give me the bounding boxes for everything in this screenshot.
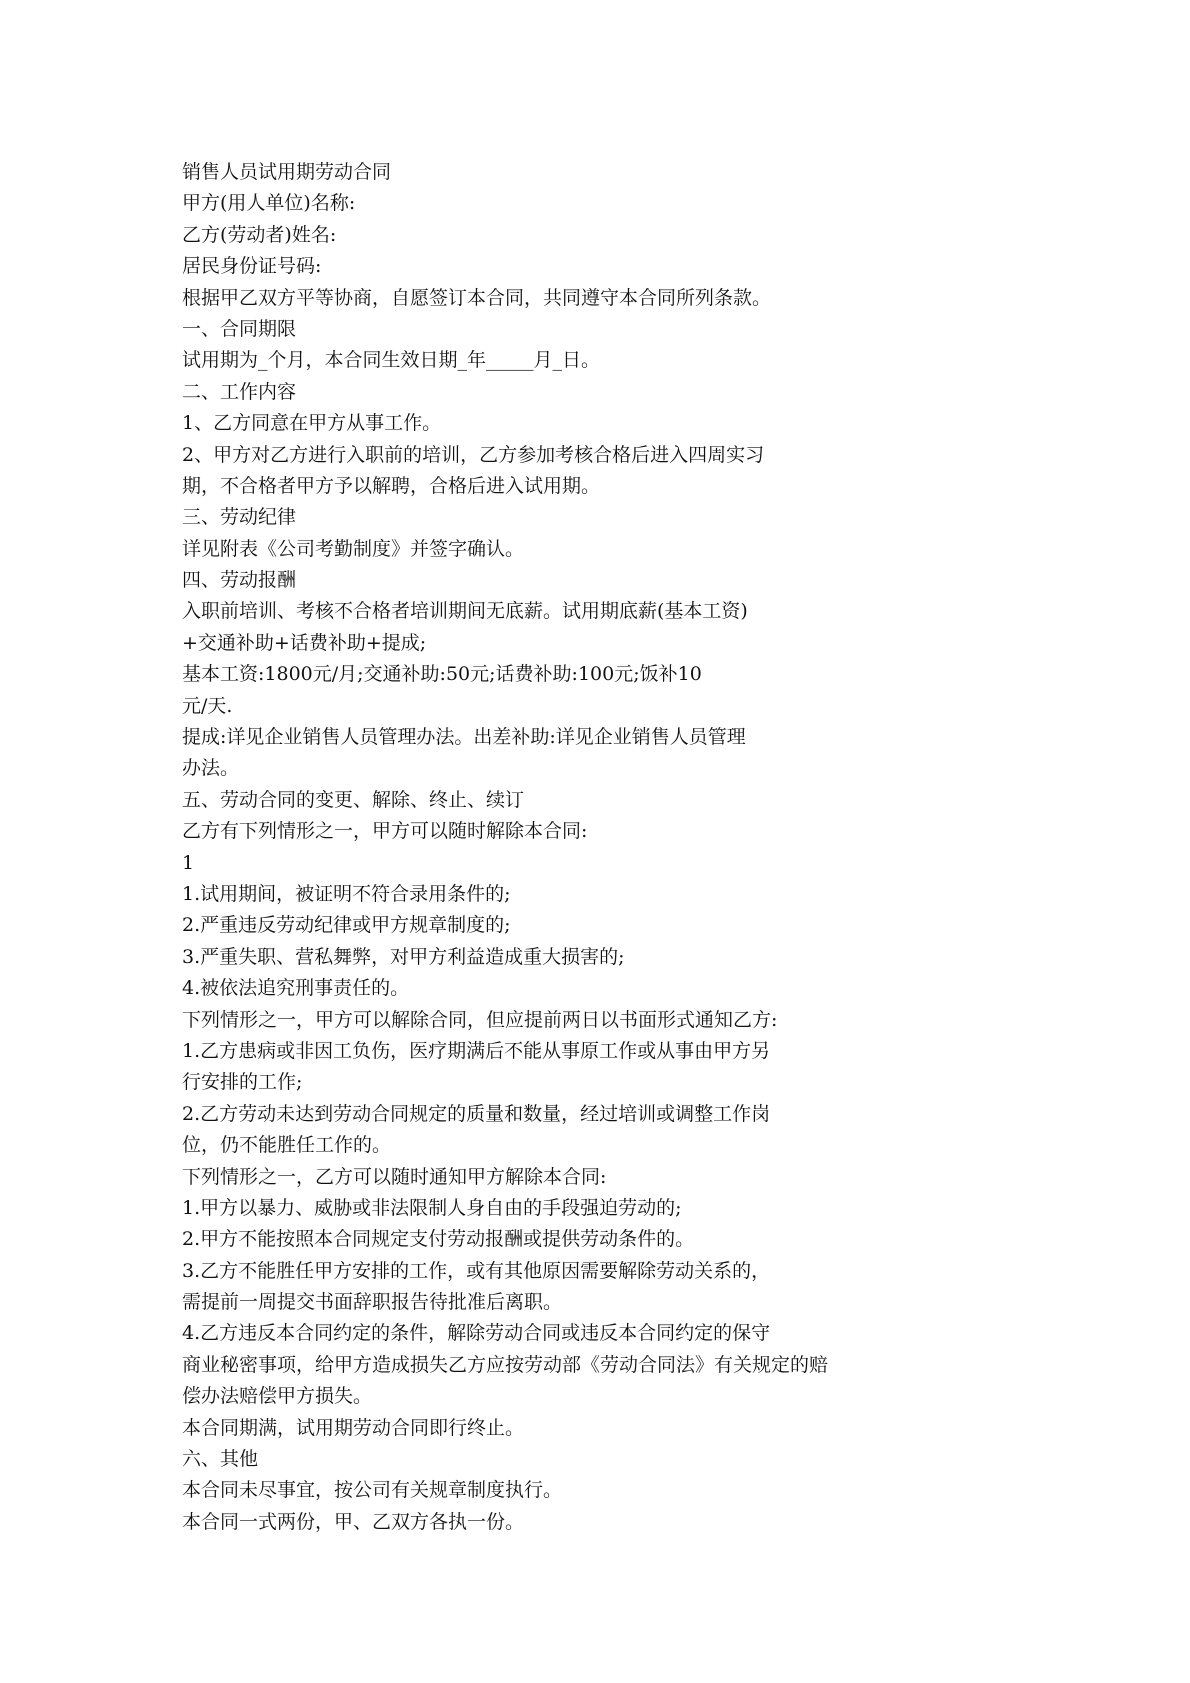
page-number-marker: 1 [182,851,195,874]
text-line: 1.试用期间，被证明不符合录用条件的; [182,882,511,905]
text-line: 3.严重失职、营私舞弊，对甲方利益造成重大损害的; [182,945,625,968]
document-body [182,157,942,1538]
text-line: 行安排的工作; [182,1071,303,1094]
text-line: 4.乙方违反本合同约定的条件，解除劳动合同或违反本合同约定的保守 [182,1322,771,1345]
text-line: 元/天. [182,694,233,717]
text-line: 需提前一周提交书面辞职报告待批准后离职。 [182,1291,563,1314]
text-line: 乙方有下列情形之一，甲方可以随时解除本合同: [182,820,588,843]
text-line: 位，仍不能胜任工作的。 [182,1134,392,1157]
party-b-name-line: 乙方(劳动者)姓名: [182,223,337,246]
text-line: 偿办法赔偿甲方损失。 [182,1385,373,1408]
text-line: 1.甲方以暴力、威胁或非法限制人身自由的手段强迫劳动的; [182,1196,682,1219]
text-line: 本合同未尽事宜，按公司有关规章制度执行。 [182,1479,563,1502]
preamble-line: 根据甲乙双方平等协商，自愿签订本合同，共同遵守本合同所列条款。 [182,286,772,309]
text-line: 2.乙方劳动未达到劳动合同规定的质量和数量，经过培训或调整工作岗 [182,1102,771,1125]
text-line: 提成:详见企业销售人员管理办法。出差补助:详见企业销售人员管理 [182,726,746,749]
section-heading: 六、其他 [182,1448,259,1471]
text-line: 2.严重违反劳动纪律或甲方规章制度的; [182,914,511,937]
text-line: 本合同一式两份，甲、乙双方各执一份。 [182,1510,525,1533]
text-line: 2、甲方对乙方进行入职前的培训，乙方参加考核合格后进入四周实习 [182,443,765,466]
text-line: 2.甲方不能按照本合同规定支付劳动报酬或提供劳动条件的。 [182,1228,695,1251]
text-line: 下列情形之一，甲方可以解除合同，但应提前两日以书面形式通知乙方: [182,1008,778,1031]
text-line: 1、乙方同意在甲方从事工作。 [182,412,442,435]
id-number-line: 居民身份证号码: [182,255,322,278]
text-line: 本合同期满，试用期劳动合同即行终止。 [182,1416,525,1439]
text-line: 试用期为_个月，本合同生效日期_年_____月_日。 [182,349,601,372]
section-heading: 三、劳动纪律 [182,506,297,529]
section-heading: 二、工作内容 [182,380,297,403]
text-line: 期，不合格者甲方予以解聘，合格后进入试用期。 [182,474,601,497]
document-title: 销售人员试用期劳动合同 [182,161,392,183]
text-line: 3.乙方不能胜任甲方安排的工作，或有其他原因需要解除劳动关系的， [182,1259,771,1282]
text-line: 下列情形之一，乙方可以随时通知甲方解除本合同: [182,1165,607,1188]
text-line: 4.被依法追究刑事责任的。 [182,977,410,1000]
section-heading: 四、劳动报酬 [182,569,297,592]
text-line: 基本工资:1800元/月;交通补助:50元;话费补助:100元;饭补10 [182,663,702,686]
section-heading: 一、合同期限 [182,317,297,340]
section-heading: 五、劳动合同的变更、解除、终止、续订 [182,788,525,811]
text-line: 入职前培训、考核不合格者培训期间无底薪。试用期底薪(基本工资) [182,600,748,623]
text-line: 商业秘密事项，给甲方造成损失乙方应按劳动部《劳动合同法》有关规定的赔 [182,1353,829,1376]
text-line: +交通补助+话费补助+提成; [182,631,427,654]
text-line: 办法。 [182,757,240,780]
party-a-name-line: 甲方(用人单位)名称: [182,192,356,215]
text-line: 1.乙方患病或非因工负伤，医疗期满后不能从事原工作或从事由甲方另 [182,1039,771,1062]
text-line: 详见附表《公司考勤制度》并签字确认。 [182,537,525,560]
